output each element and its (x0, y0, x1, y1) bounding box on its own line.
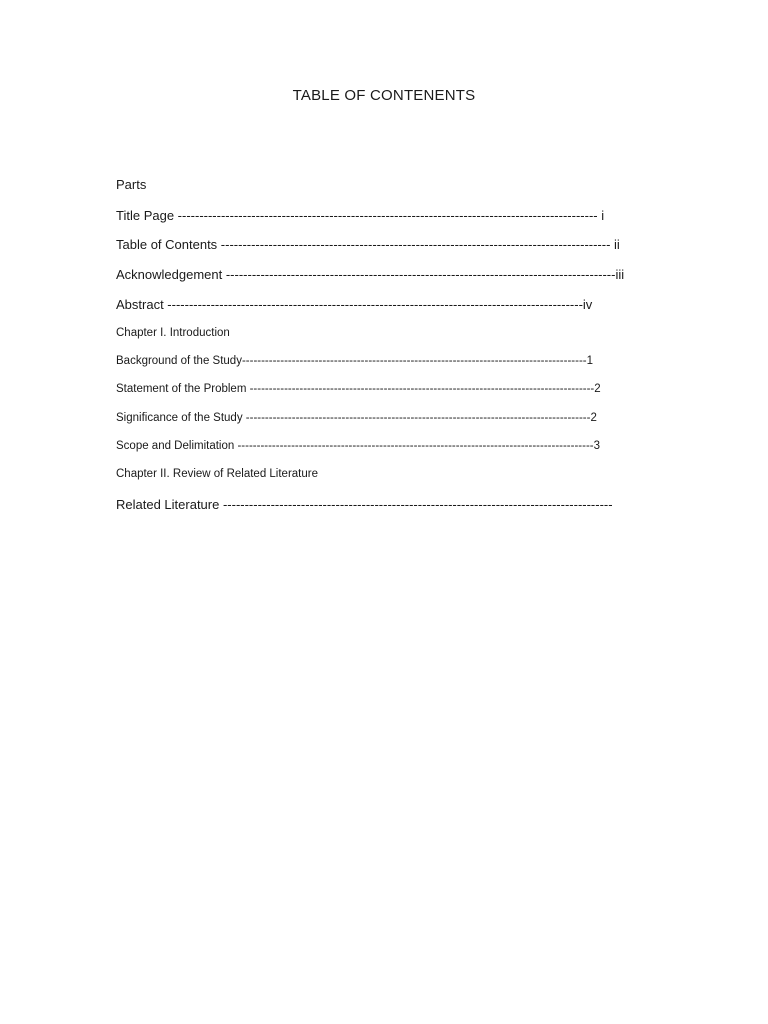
toc-entry-background (116, 355, 656, 369)
toc-leader: ------------------------------------------------------------------------------------------ (241, 355, 587, 367)
toc-entry-scope (116, 440, 656, 454)
document-title: TABLE OF CONTENENTS (292, 87, 476, 104)
toc-entry-title-page (116, 208, 646, 224)
toc-page-number: 2 (594, 383, 601, 395)
toc-entry-significance (116, 412, 656, 426)
toc-page-number: i (601, 208, 605, 223)
toc-page-number: iii (615, 267, 625, 282)
toc-leader: ------------------------------------------------------------------------------------------ (246, 383, 595, 395)
toc-leader: --------------------------------------------------------------------------------------------- (234, 440, 594, 452)
toc-page-number: 2 (590, 412, 597, 424)
toc-entry-label: Background of the Study (116, 355, 242, 367)
toc-entry-abstract (116, 297, 656, 313)
toc-leader: ------------------------------------------------------------------------------------------ (217, 237, 615, 252)
toc-page-number: ii (614, 237, 620, 252)
toc-entry-label: Statement of the Problem (116, 383, 247, 395)
toc-entry-label: Acknowledgement (116, 267, 223, 282)
toc-entry-acknowledgement (116, 267, 656, 283)
toc-entry-label: Significance of the Study (116, 412, 243, 424)
toc-leader: ------------------------------------------------------------------------------------------ (242, 412, 591, 424)
chapter-1-heading: Chapter I. Introduction (116, 327, 230, 339)
toc-leader: ------------------------------------------------------------------------------------------ (219, 497, 613, 512)
toc-leader: ------------------------------------------------------------------------------------------------- (174, 208, 602, 223)
parts-heading: Parts (116, 177, 147, 192)
toc-entry-statement (116, 383, 656, 397)
toc-leader: ------------------------------------------------------------------------------------------------ (163, 297, 583, 312)
toc-entry-related-literature (116, 497, 646, 513)
chapter-2-heading: Chapter II. Review of Related Literature (116, 468, 318, 480)
toc-entry-label: Table of Contents (116, 237, 218, 252)
toc-page-number: 3 (593, 440, 601, 452)
toc-leader: ------------------------------------------------------------------------------------------ (222, 267, 616, 282)
toc-entry-table-of-contents (116, 237, 646, 253)
toc-entry-label: Scope and Delimitation (116, 440, 235, 452)
toc-page-number: iv (582, 297, 593, 312)
toc-entry-label: Related Literature (116, 497, 220, 512)
toc-entry-label: Title Page (116, 208, 175, 223)
toc-page-number: 1 (586, 355, 594, 367)
toc-entry-label: Abstract (116, 297, 164, 312)
